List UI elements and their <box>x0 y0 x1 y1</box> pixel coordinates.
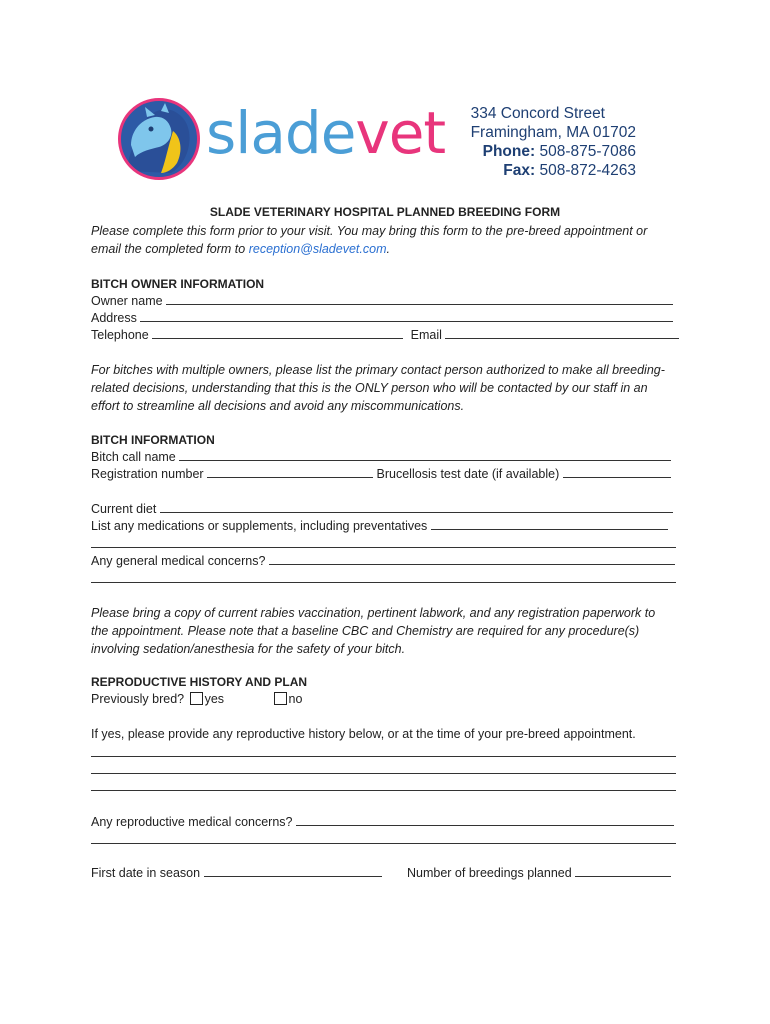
diet-field[interactable] <box>160 501 673 513</box>
fax-label: Fax: <box>503 162 536 179</box>
brucellosis-date-field[interactable] <box>563 466 671 478</box>
repro-history-instructions: If yes, please provide any reproductive history below, or at the time of your pre-breed appointment. <box>91 727 636 741</box>
medical-concerns-field[interactable] <box>269 553 675 565</box>
previously-bred-label: Previously bred? <box>91 692 185 706</box>
intro-line-2-prefix: email the completed form to <box>91 242 249 256</box>
street-address: 334 Concord Street <box>470 105 605 122</box>
diet-row <box>91 501 673 517</box>
clinic-contact-block <box>471 104 636 180</box>
telephone-label: Telephone <box>91 328 149 342</box>
fax-number: 508-872-4263 <box>539 162 636 179</box>
repro-history-line-1[interactable] <box>91 756 676 757</box>
repro-concerns-row <box>91 814 674 830</box>
medical-concerns-row <box>91 553 675 569</box>
reception-email-link[interactable]: reception@sladevet.com <box>248 242 387 256</box>
phone-label: Phone: <box>482 143 536 160</box>
breedings-row <box>407 865 671 881</box>
medications-field[interactable] <box>431 518 668 530</box>
address-row <box>91 310 673 326</box>
multiple-owners-note-line-3: effort to streamline all decisions and avoid any miscommunications. <box>91 399 465 413</box>
rabies-note-line-2: the appointment. Please note that a baseline CBC and Chemistry are required for any procedure(s) <box>91 624 640 638</box>
owner-name-label: Owner name <box>91 294 163 308</box>
repro-section-heading: REPRODUCTIVE HISTORY AND PLAN <box>91 675 308 689</box>
form-title: SLADE VETERINARY HOSPITAL PLANNED BREEDING FORM <box>209 205 561 219</box>
address-field[interactable] <box>140 310 673 322</box>
medications-label: List any medications or supplements, including preventatives <box>91 519 428 533</box>
city-state-zip: Framingham, MA 01702 <box>470 124 636 141</box>
rabies-note <box>91 604 681 658</box>
email-field[interactable] <box>445 327 679 339</box>
owner-section-heading: BITCH OWNER INFORMATION <box>91 277 265 291</box>
phone-line <box>471 142 636 161</box>
bitch-section-heading: BITCH INFORMATION <box>91 433 215 447</box>
logo-wordmark <box>206 99 446 167</box>
email-label: Email <box>410 328 442 342</box>
telephone-field[interactable] <box>152 327 403 339</box>
registration-field[interactable] <box>207 466 373 478</box>
call-name-field[interactable] <box>179 449 671 461</box>
medical-concerns-label: Any general medical concerns? <box>91 554 266 568</box>
telephone-row <box>91 327 679 343</box>
repro-history-line-2[interactable] <box>91 773 676 774</box>
medications-row <box>91 518 668 534</box>
registration-label: Registration number <box>91 467 204 481</box>
yes-checkbox[interactable] <box>190 692 203 705</box>
brucellosis-label: Brucellosis test date (if available) <box>376 467 560 481</box>
medical-concerns-extra-line[interactable] <box>91 582 676 583</box>
previously-bred-row <box>91 691 302 707</box>
intro-line-2 <box>91 241 390 257</box>
logo-slade-text: slade <box>206 99 356 167</box>
first-date-row <box>91 865 382 881</box>
first-date-field[interactable] <box>204 865 382 877</box>
breedings-field[interactable] <box>575 865 671 877</box>
address-label: Address <box>91 311 137 325</box>
fax-line <box>471 161 636 180</box>
breedings-label: Number of breedings planned <box>407 866 572 880</box>
medications-extra-line[interactable] <box>91 547 676 548</box>
rabies-note-line-1: Please bring a copy of current rabies vaccination, pertinent labwork, and any registration paperwork to <box>91 606 656 620</box>
owner-name-row <box>91 293 673 309</box>
intro-line-2-suffix: . <box>386 242 390 256</box>
registration-row <box>91 466 671 482</box>
repro-history-line-3[interactable] <box>91 790 676 791</box>
repro-concerns-field[interactable] <box>296 814 674 826</box>
intro-line-1: Please complete this form prior to your visit. You may bring this form to the pre-breed appointment or <box>91 224 648 238</box>
first-date-label: First date in season <box>91 866 201 880</box>
no-label: no <box>288 692 303 706</box>
logo-pet-emblem-icon <box>118 98 200 180</box>
multiple-owners-note <box>91 361 681 415</box>
yes-label: yes <box>204 692 225 706</box>
phone-number: 508-875-7086 <box>539 143 636 160</box>
diet-label: Current diet <box>91 502 157 516</box>
owner-name-field[interactable] <box>166 293 673 305</box>
multiple-owners-note-line-1: For bitches with multiple owners, please list the primary contact person authorized to make all breeding- <box>91 363 665 377</box>
call-name-label: Bitch call name <box>91 450 176 464</box>
logo-vet-text: vet <box>355 99 446 167</box>
multiple-owners-note-line-2: related decisions, understanding that this is the ONLY person who will be contacted by our staff in an <box>91 381 648 395</box>
rabies-note-line-3: involving sedation/anesthesia for the safety of your bitch. <box>91 642 406 656</box>
repro-concerns-extra-line[interactable] <box>91 843 676 844</box>
sladevet-logo <box>118 98 446 182</box>
call-name-row <box>91 449 671 465</box>
repro-concerns-label: Any reproductive medical concerns? <box>91 815 293 829</box>
no-checkbox[interactable] <box>274 692 287 705</box>
